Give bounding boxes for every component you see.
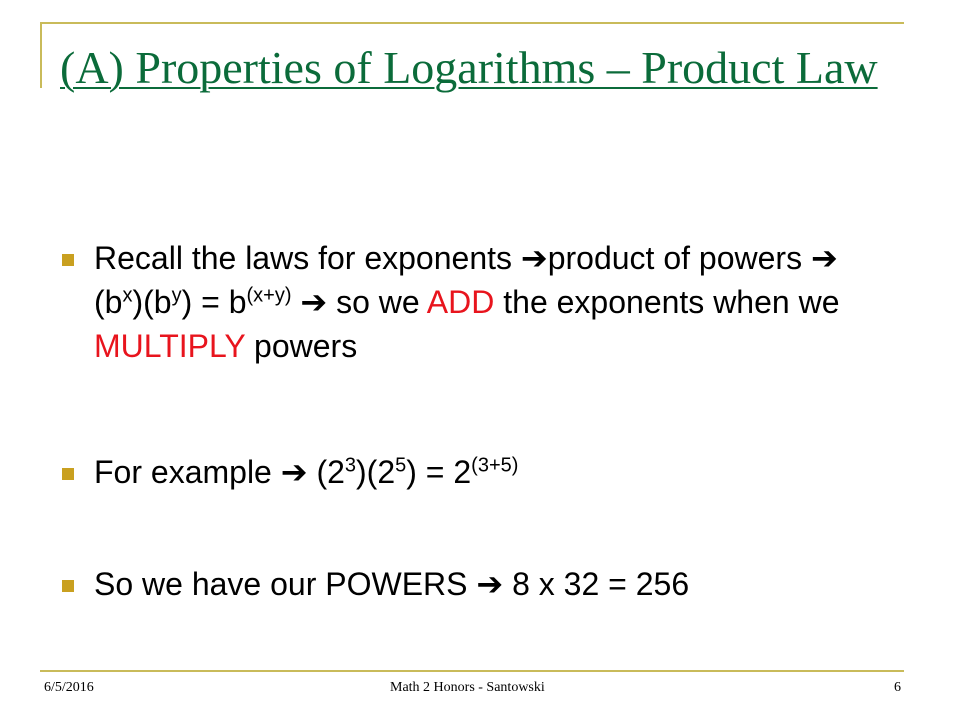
bullet-text-1: Recall the laws for exponents ➔product of powers ➔ $(b^x)(b^y) = b^{(x+y)}$ ➔ so we ADD the exponents when we MULTIPLY powers xyxy=(94,239,840,364)
arrow-right-icon: ➔ xyxy=(280,453,308,491)
footer-title: Math 2 Honors - Santowski xyxy=(390,680,545,695)
frame-top-rule xyxy=(40,22,904,24)
bullet-text-2: For example ➔ $(2^3)(2^5) = 2^{(3+5)}$ xyxy=(94,453,519,491)
arrow-right-icon: ➔ xyxy=(476,565,504,603)
highlight-add: ADD xyxy=(426,284,495,320)
arrow-right-icon: ➔ xyxy=(810,239,838,277)
slide-title: (A) Properties of Logarithms – Product Law xyxy=(60,42,878,93)
bullet-marker xyxy=(62,254,74,266)
bullet-text-3: So we have our POWERS ➔ 8 x 32 = 256 xyxy=(94,565,690,603)
footer-rule xyxy=(40,670,904,672)
arrow-right-icon: ➔ xyxy=(300,283,328,321)
slide-number: 6 xyxy=(894,680,901,695)
highlight-multiply: MULTIPLY xyxy=(94,328,246,364)
arrow-right-icon: ➔ xyxy=(520,239,548,277)
bullet-marker xyxy=(62,468,74,480)
frame-left-rule xyxy=(40,22,42,88)
footer-date: 6/5/2016 xyxy=(44,680,94,695)
bullet-marker xyxy=(62,580,74,592)
